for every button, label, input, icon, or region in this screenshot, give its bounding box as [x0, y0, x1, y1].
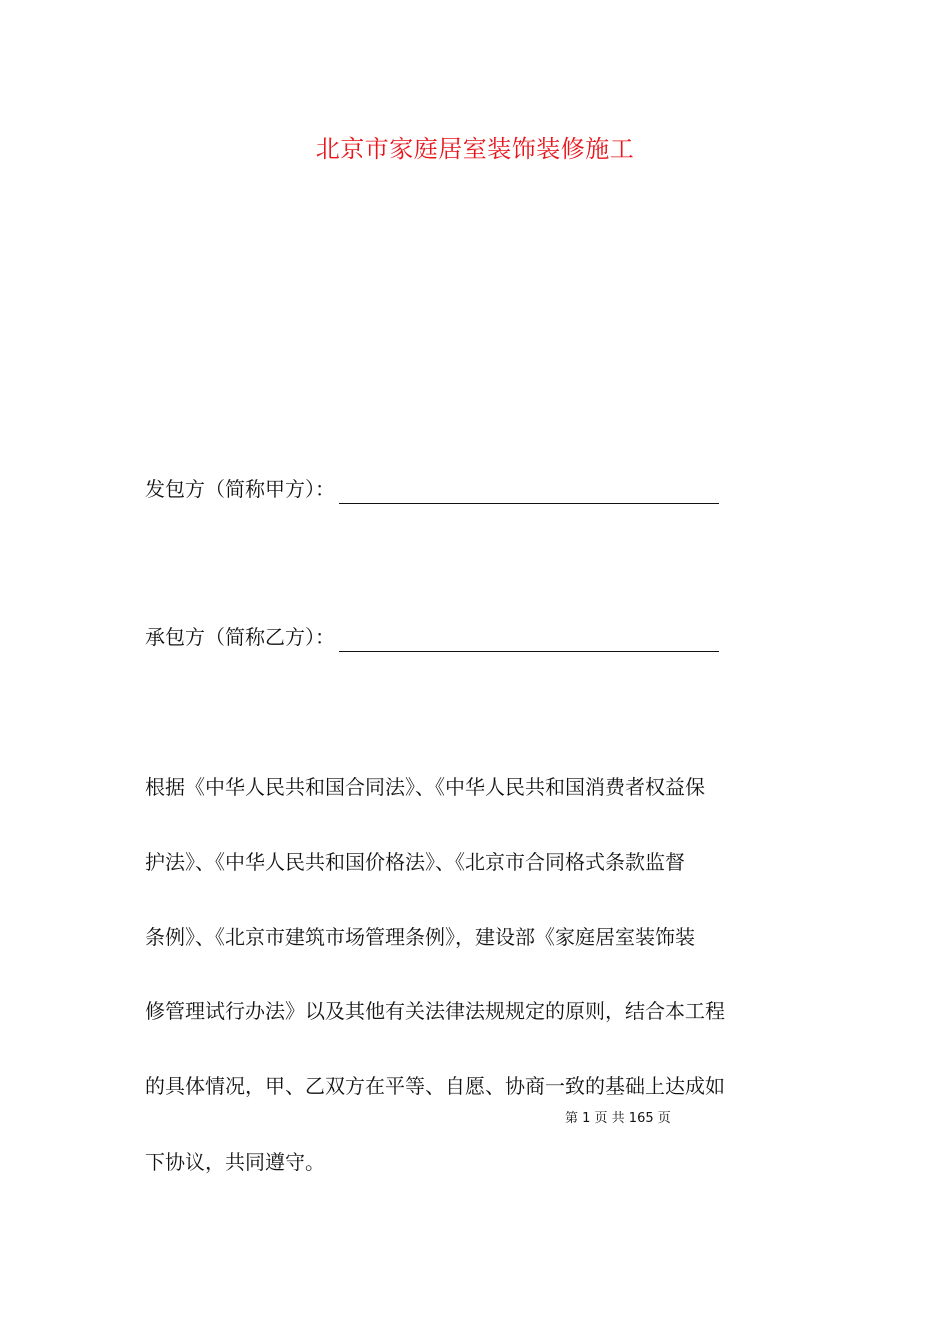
body-line-6: 下协议，共同遵守。: [145, 1150, 325, 1174]
body-line-2: 护法》、《中华人民共和国价格法》、《北京市合同格式条款监督: [145, 850, 685, 874]
body-line-1: 根据《中华人民共和国合同法》、《中华人民共和国消费者权益保: [145, 775, 705, 799]
document-title: 北京市家庭居室装饰装修施工: [315, 135, 635, 163]
page-footer: 第 1 页 共 165 页: [565, 1111, 671, 1126]
body-line-4: 修管理试行办法》以及其他有关法律法规规定的原则，结合本工程: [145, 999, 725, 1023]
party-b-label: 承包方（简称乙方）：: [145, 625, 335, 649]
party-a-label: 发包方（简称甲方）：: [145, 477, 335, 501]
party-b-blank: [339, 627, 719, 652]
party-a-blank: [339, 479, 719, 504]
party-b-line: [145, 622, 719, 652]
body-line-3: 条例》、《北京市建筑市场管理条例》，建设部《家庭居室装饰装: [145, 925, 695, 949]
body-line-5: 的具体情况，甲、乙双方在平等、自愿、协商一致的基础上达成如: [145, 1074, 725, 1098]
party-a-line: [145, 474, 719, 504]
